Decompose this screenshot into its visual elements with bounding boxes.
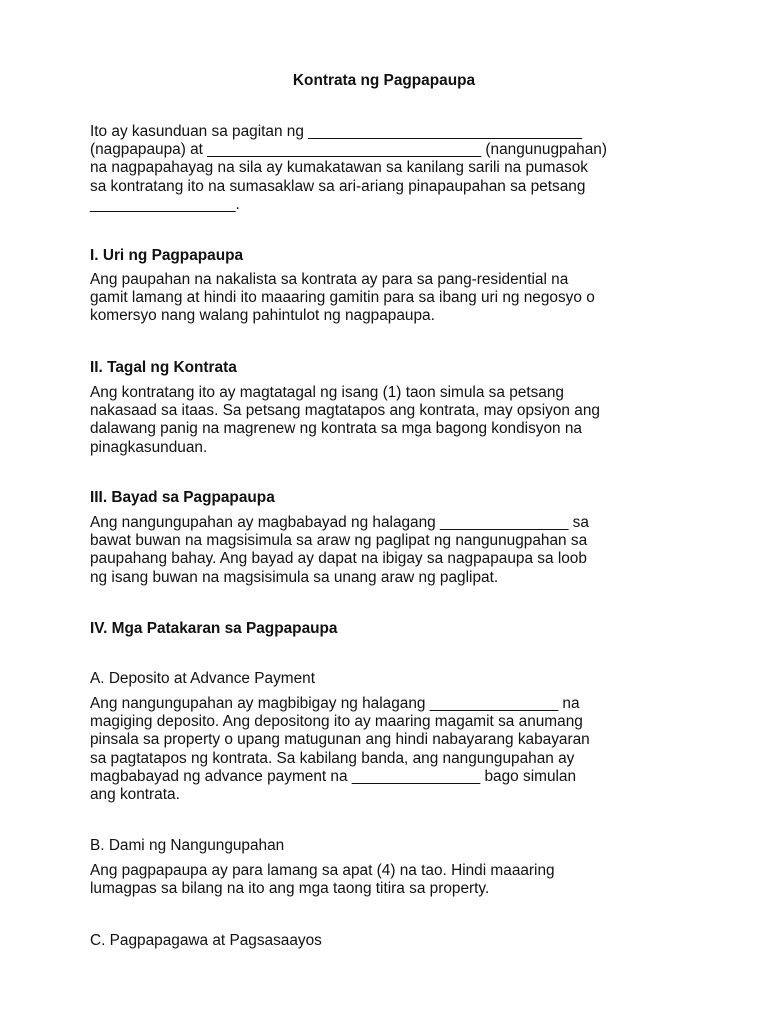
paragraph-line: komersyo nang walang pahintulot ng nagpapaupa. [90,307,435,325]
intro-line: sa kontratang ito na sumasaklaw sa ari-ariang pinapaupahan sa petsang [90,177,586,195]
paragraph-line: pinsala sa property o upang matugunan ang hindi nabayarang kabayaran [90,731,590,749]
paragraph-line: Ang paupahan na nakalista sa kontrata ay para sa pang-residential na [90,271,569,288]
intro-line: (nagpapaupa) at ________________________________ (nangunugpahan) [90,141,607,159]
subsection-heading-dami: B. Dami ng Nangungupahan [90,837,285,854]
paragraph-line: Ang nangungupahan ay magbabayad ng halagang _______________ sa [90,514,589,531]
intro-line: Ito ay kasunduan sa pagitan ng ________________________________ [90,123,583,140]
section-heading-uri: I. Uri ng Pagpapaupa [90,247,244,264]
subsection-paragraph-deposito [90,695,690,804]
paragraph-line: Ang kontratang ito ay magtatagal ng isang (1) taon simula sa petsang [90,384,564,401]
paragraph-line: Ang pagpapaupa ay para lamang sa apat (4) na tao. Hindi maaaring [90,862,555,879]
section-heading-bayad: III. Bayad sa Pagpapaupa [90,489,275,506]
section-heading-tagal: II. Tagal ng Kontrata [90,359,237,376]
paragraph-line: Ang nangungupahan ay magbibigay ng halagang _______________ na [90,695,580,712]
subsection-heading-deposito: A. Deposito at Advance Payment [90,670,316,687]
paragraph-line: nakasaad sa itaas. Sa petsang magtatapos ang kontrata, may opsiyon ang [90,402,600,420]
subsection-heading-pagpapagawa: C. Pagpapagawa at Pagsasaayos [90,932,322,949]
intro-line: _________________. [90,195,240,213]
document-title: Kontrata ng Pagpapaupa [292,72,476,89]
paragraph-line: bawat buwan na magsisimula sa araw ng paglipat ng nangunugpahan sa [90,532,588,550]
section-paragraph-tagal [90,384,690,457]
paragraph-line: ng isang buwan na magsisimula sa unang araw ng paglipat. [90,568,499,586]
intro-line: na nagpapahayag na sila ay kumakatawan sa kanilang sarili na pumasok [90,159,588,177]
paragraph-line: lumagpas sa bilang na ito ang mga taong titira sa property. [90,880,490,898]
paragraph-line: ang kontrata. [90,786,180,804]
paragraph-line: pinagkasunduan. [90,438,208,456]
paragraph-line: magiging deposito. Ang depositong ito ay maaring magamit sa anumang [90,713,583,731]
paragraph-line: sa pagtatapos ng kontrata. Sa kabilang banda, ang nangungupahan ay [90,749,575,767]
paragraph-line: paupahang bahay. Ang bayad ay dapat na ibigay sa nagpapaupa sa loob [90,550,587,568]
intro-paragraph [90,123,690,214]
section-paragraph-uri [90,271,690,326]
section-paragraph-bayad [90,514,690,587]
paragraph-line: dalawang panig na magrenew ng kontrata sa mga bagong kondisyon na [90,420,582,438]
section-heading-patakaran: IV. Mga Patakaran sa Pagpapaupa [90,620,338,637]
paragraph-line: gamit lamang at hindi ito maaaring gamitin para sa ibang uri ng negosyo o [90,289,595,307]
paragraph-line: magbabayad ng advance payment na _______________ bago simulan [90,767,577,785]
subsection-paragraph-dami [90,862,690,898]
